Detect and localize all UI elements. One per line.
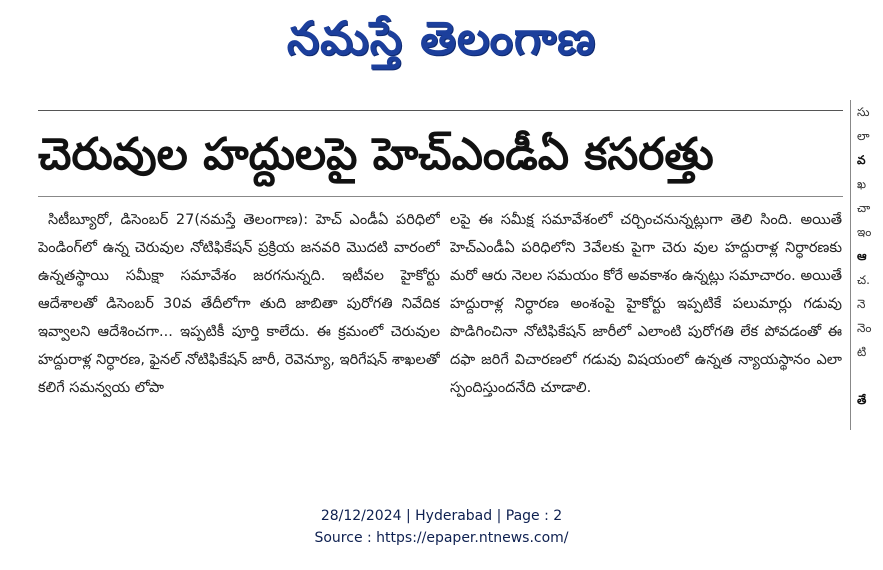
side-text-line: చ. bbox=[857, 273, 870, 287]
top-rule bbox=[38, 110, 843, 111]
side-text-line: లా bbox=[857, 129, 870, 143]
column-divider bbox=[850, 100, 851, 430]
side-text-line: టి bbox=[857, 345, 867, 359]
side-text-line: సు bbox=[857, 105, 870, 119]
newspaper-logo-title: నమస్తే తెలంగాణ bbox=[286, 11, 597, 65]
adjacent-article-strip bbox=[857, 100, 883, 430]
source-link[interactable]: Source : https://epaper.ntnews.com/ bbox=[314, 530, 569, 546]
side-text-line bbox=[857, 364, 883, 388]
edition-info: 28/12/2024 | Hyderabad | Page : 2 bbox=[320, 508, 563, 524]
side-text-line: వ bbox=[857, 153, 866, 167]
side-text-line: ఆ bbox=[857, 249, 867, 263]
side-text-line: నెం bbox=[857, 321, 872, 335]
side-text-line: నె bbox=[857, 297, 866, 311]
side-text-line: తే bbox=[857, 393, 867, 407]
side-text-line: ఖ bbox=[857, 177, 867, 191]
headline-rule bbox=[38, 196, 843, 197]
article-headline: చెరువుల హద్దులపై హెచ్‌ఎండీఏ కసరత్తు bbox=[38, 129, 714, 180]
side-text-line: ఇం bbox=[857, 225, 872, 239]
article-column-left: సిటీబ్యూరో, డిసెంబర్ 27(నమస్తే తెలంగాణ): హెచ్ ఎండీఏ పరిధిలో పెండింగ్‌లో ఉన్న చెరువుల నోటిఫికేషన్ ప్రక్రియ జనవరి మొదటి వారంలో ఉన్నతస్థాయి సమీక్షా సమావేశం జరగనున్నది. ఇటీవల హైకోర్టు ఆదేశాలతో డిసెంబర్ 30వ తేదీలోగా తుది జాబితా పురోగతి నివేదిక ఇవ్వాలని ఆదేశించగా... ఇప్పటికీ పూర్తి కాలేదు. ఈ క్రమంలో చెరువుల హద్దురాళ్ల నిర్ధారణ, ఫైనల్ నోటిఫికేషన్ జారీ, రెవెన్యూ, ఇరిగేషన్ శాఖలతో కలిగే సమన్వయ లోపా bbox=[38, 212, 440, 396]
masthead bbox=[0, 0, 883, 80]
clipping-footer bbox=[0, 505, 883, 549]
side-text-line: చా bbox=[857, 201, 871, 215]
article-column-right: లపై ఈ సమీక్ష సమావేశంలో చర్చించనున్నట్లుగా తెలి సింది. అయితే హెచ్‌ఎండీఏ పరిధిలోని 3వేలకు పైగా చెరు వుల హద్దురాళ్ల నిర్ధారణకు మరో ఆరు నెలల సమయం కోరే అవకాశం ఉన్నట్లు సమాచారం. అయితే హద్దురాళ్ల నిర్ధారణ అంశంపై హైకోర్టు ఇప్పటికే పలుమార్లు గడువు పొడిగించినా నోటిఫికేషన్ జారీలో ఎలాంటి పురోగతి లేక పోవడంతో ఈ దఫా జరిగే విచారణలో గడువు విషయంలో ఉన్నత న్యాయస్థానం ఎలా స్పందిస్తుందనేది చూడాలి. bbox=[450, 212, 842, 396]
